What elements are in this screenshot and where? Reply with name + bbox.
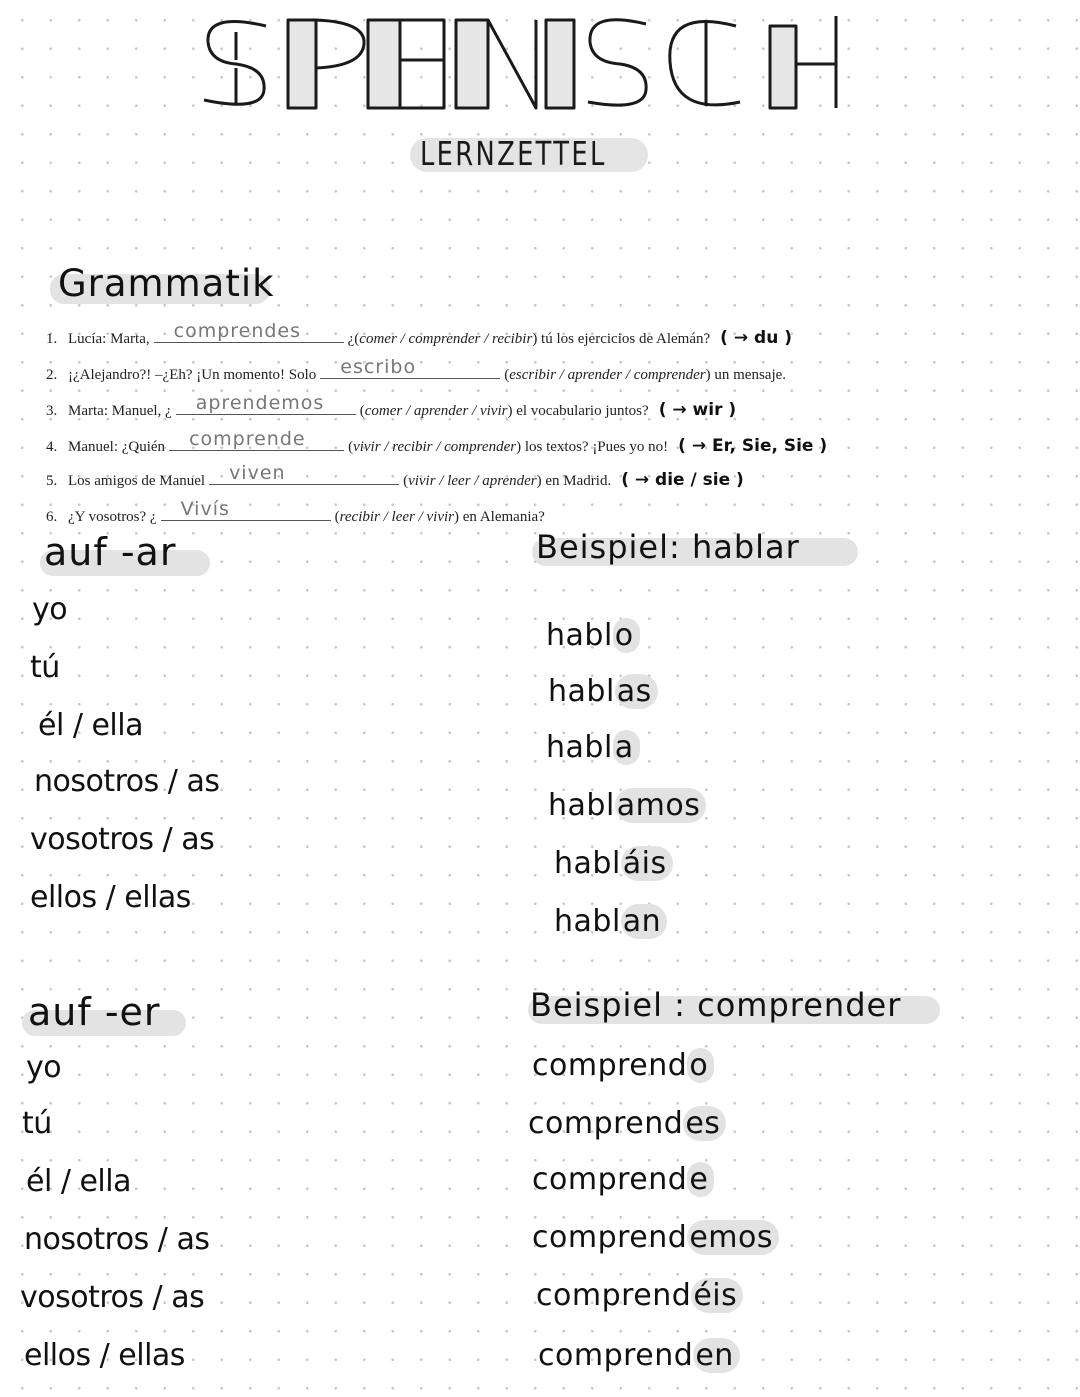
pronoun: yo [26, 1050, 62, 1085]
exercise-number: 2. [46, 367, 58, 383]
title-lettering-graphic [196, 12, 846, 112]
pronoun: nosotros / as [34, 764, 220, 799]
verb-ending: áis [621, 846, 673, 881]
pronoun: yo [32, 592, 68, 627]
exercise-answer: Vivís [180, 498, 230, 520]
verb-stem: comprend [538, 1338, 694, 1373]
verb-stem: comprend [528, 1106, 684, 1141]
exercise-answer-blank [320, 356, 500, 379]
verb-ending: an [621, 904, 667, 939]
exercise-options: comer / aprender / vivir [364, 403, 508, 419]
exercise-answer-blank [169, 428, 344, 451]
exercise-item [46, 320, 792, 348]
pronoun: ellos / ellas [24, 1338, 185, 1373]
pronoun: vosotros / as [20, 1280, 205, 1315]
ar-heading: auf -ar [44, 530, 177, 574]
conjugated-form [548, 788, 706, 823]
exercise-note: ( → Er, Sie, Sie ) [678, 436, 828, 456]
pronoun: ellos / ellas [30, 880, 191, 915]
pronoun: tú [30, 650, 60, 685]
grammar-heading: Grammatik [58, 262, 275, 305]
exercise-prompt: Marta: Manuel, ¿ [68, 403, 172, 419]
exercise-paren-open: ( [359, 403, 365, 419]
exercise-answer-blank [161, 498, 331, 521]
verb-ending: es [683, 1106, 726, 1141]
pronoun: nosotros / as [24, 1222, 210, 1257]
er-heading: auf -er [28, 990, 161, 1034]
er-example-heading: Beispiel : comprender [530, 986, 902, 1024]
exercise-item [46, 356, 796, 384]
verb-ending: emos [687, 1220, 779, 1255]
verb-ending: en [693, 1338, 739, 1373]
exercise-answer: viven [229, 462, 286, 484]
verb-stem: habl [554, 904, 621, 939]
exercise-answer-blank [154, 320, 344, 343]
exercise-rest: ) tú los ejercicios de Alemán? [532, 331, 711, 347]
exercise-options: vivir / leer / aprender [408, 473, 537, 489]
exercise-rest: ) un mensaje. [705, 367, 787, 383]
exercise-prompt: ¡¿Alejandro?! –¿Eh? ¡Un momento! Solo [68, 367, 317, 383]
exercise-prompt: ¿Y vosotros? ¿ [68, 509, 157, 525]
exercise-options: escribir / aprender / comprender [509, 367, 706, 383]
ar-example-heading: Beispiel: hablar [536, 528, 800, 566]
exercise-answer: escribo [340, 356, 417, 378]
verb-ending: a [613, 730, 640, 765]
conjugated-form [538, 1338, 740, 1373]
conjugated-form [532, 1162, 714, 1197]
page-title [196, 12, 846, 112]
conjugated-form [532, 1220, 779, 1255]
exercise-item [46, 428, 828, 456]
pronoun: él / ella [26, 1164, 131, 1199]
exercise-paren-open: ( [334, 509, 340, 525]
exercise-answer-blank [176, 392, 356, 415]
verb-ending: o [687, 1048, 714, 1083]
exercise-answer: comprende [189, 428, 306, 450]
exercise-prompt: Lucía: Marta, [68, 331, 150, 347]
exercise-answer: comprendes [173, 320, 302, 342]
exercise-number: 3. [46, 403, 58, 419]
verb-stem: habl [548, 788, 615, 823]
exercise-prompt: Los amigos de Manuel [68, 473, 206, 489]
conjugated-form [554, 846, 673, 881]
exercise-item [46, 392, 737, 420]
exercise-item [46, 462, 744, 490]
exercise-rest: ) en Madrid. [536, 473, 612, 489]
exercise-options: comer / comprender / recibir [359, 331, 533, 347]
verb-ending: éis [691, 1278, 743, 1313]
conjugated-form [536, 1278, 743, 1313]
verb-ending: as [615, 674, 658, 709]
exercise-rest: ) los textos? ¡Pues yo no! [516, 439, 669, 455]
verb-ending: amos [615, 788, 707, 823]
exercise-number: 5. [46, 473, 58, 489]
exercise-number: 1. [46, 331, 58, 347]
exercise-paren-open: ¿( [347, 331, 360, 347]
pronoun: tú [22, 1106, 52, 1141]
exercise-answer: aprendemos [195, 392, 325, 414]
exercise-paren-open: ( [504, 367, 510, 383]
exercise-rest: ) el vocabulario juntos? [507, 403, 649, 419]
verb-stem: comprend [532, 1048, 688, 1083]
exercise-item [46, 498, 555, 526]
exercise-note: ( → wir ) [658, 400, 737, 420]
exercise-answer-blank [209, 462, 399, 485]
exercise-paren-open: ( [403, 473, 409, 489]
exercise-paren-open: ( [348, 439, 354, 455]
conjugated-form [548, 674, 658, 709]
conjugated-form [528, 1106, 726, 1141]
verb-stem: habl [548, 674, 615, 709]
verb-stem: habl [554, 846, 621, 881]
exercise-number: 4. [46, 439, 58, 455]
exercise-number: 6. [46, 509, 58, 525]
verb-stem: habl [546, 730, 613, 765]
exercise-prompt: Manuel: ¿Quién [68, 439, 166, 455]
verb-stem: comprend [532, 1220, 688, 1255]
conjugated-form [546, 618, 640, 653]
exercise-note: ( → du ) [720, 328, 792, 348]
verb-ending: o [613, 618, 640, 653]
verb-stem: comprend [532, 1162, 688, 1197]
page-subtitle: LERNZETTEL [420, 134, 607, 173]
exercise-options: recibir / leer / vivir [339, 509, 455, 525]
exercise-rest: ) en Alemania? [454, 509, 545, 525]
conjugated-form [532, 1048, 714, 1083]
exercise-note: ( → die / sie ) [621, 470, 744, 490]
exercise-options: vivir / recibir / comprender [353, 439, 517, 455]
conjugated-form [554, 904, 667, 939]
verb-stem: habl [546, 618, 613, 653]
pronoun: vosotros / as [30, 822, 215, 857]
verb-stem: comprend [536, 1278, 692, 1313]
verb-ending: e [687, 1162, 714, 1197]
pronoun: él / ella [38, 708, 143, 743]
conjugated-form [546, 730, 640, 765]
